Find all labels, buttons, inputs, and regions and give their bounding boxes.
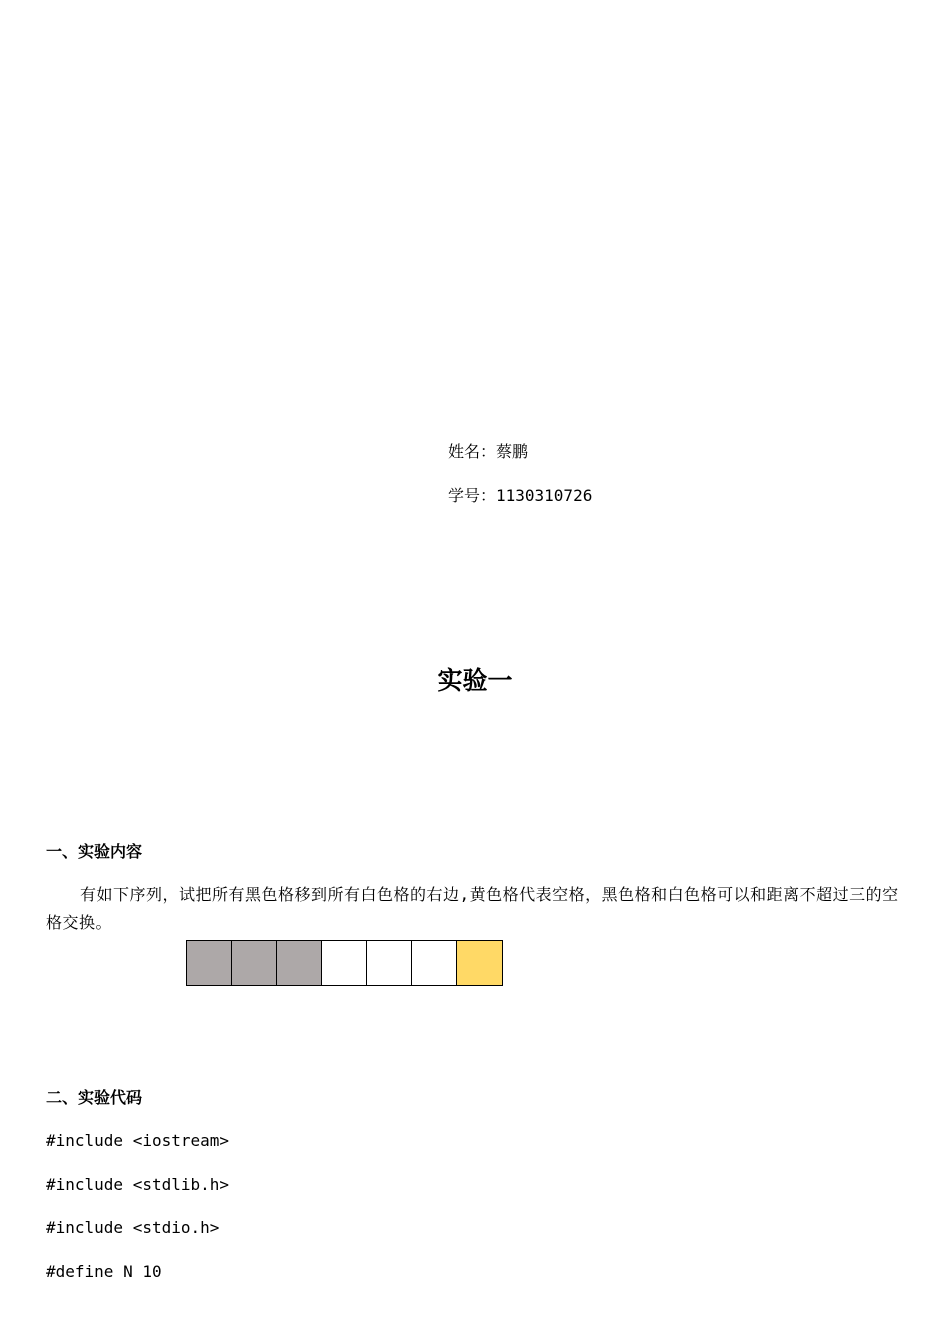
page-title: 实验一 — [437, 666, 513, 695]
code-line: #define N 10 — [46, 1262, 162, 1281]
black-cell — [232, 941, 277, 985]
content-paragraph: 有如下序列，试把所有黑色格移到所有白色格的右边,黄色格代表空格，黑色格和白色格可以和距离不超过三的空格交换。 — [46, 885, 899, 932]
section-heading-content: 一、实验内容 — [46, 842, 143, 861]
black-cell — [277, 941, 322, 985]
white-cell — [322, 941, 367, 985]
black-cell — [187, 941, 232, 985]
code-line: #include <iostream> — [46, 1131, 230, 1150]
yellow-cell — [457, 941, 502, 985]
section-heading-code: 二、实验代码 — [46, 1088, 143, 1107]
cell-sequence — [186, 940, 503, 986]
code-line: #include <stdlib.h> — [46, 1175, 230, 1194]
student-id: 学号：1130310726 — [448, 486, 593, 505]
code-line: #include <stdio.h> — [46, 1218, 220, 1237]
student-name: 姓名：蔡鹏 — [448, 442, 529, 461]
white-cell — [367, 941, 412, 985]
white-cell — [412, 941, 457, 985]
